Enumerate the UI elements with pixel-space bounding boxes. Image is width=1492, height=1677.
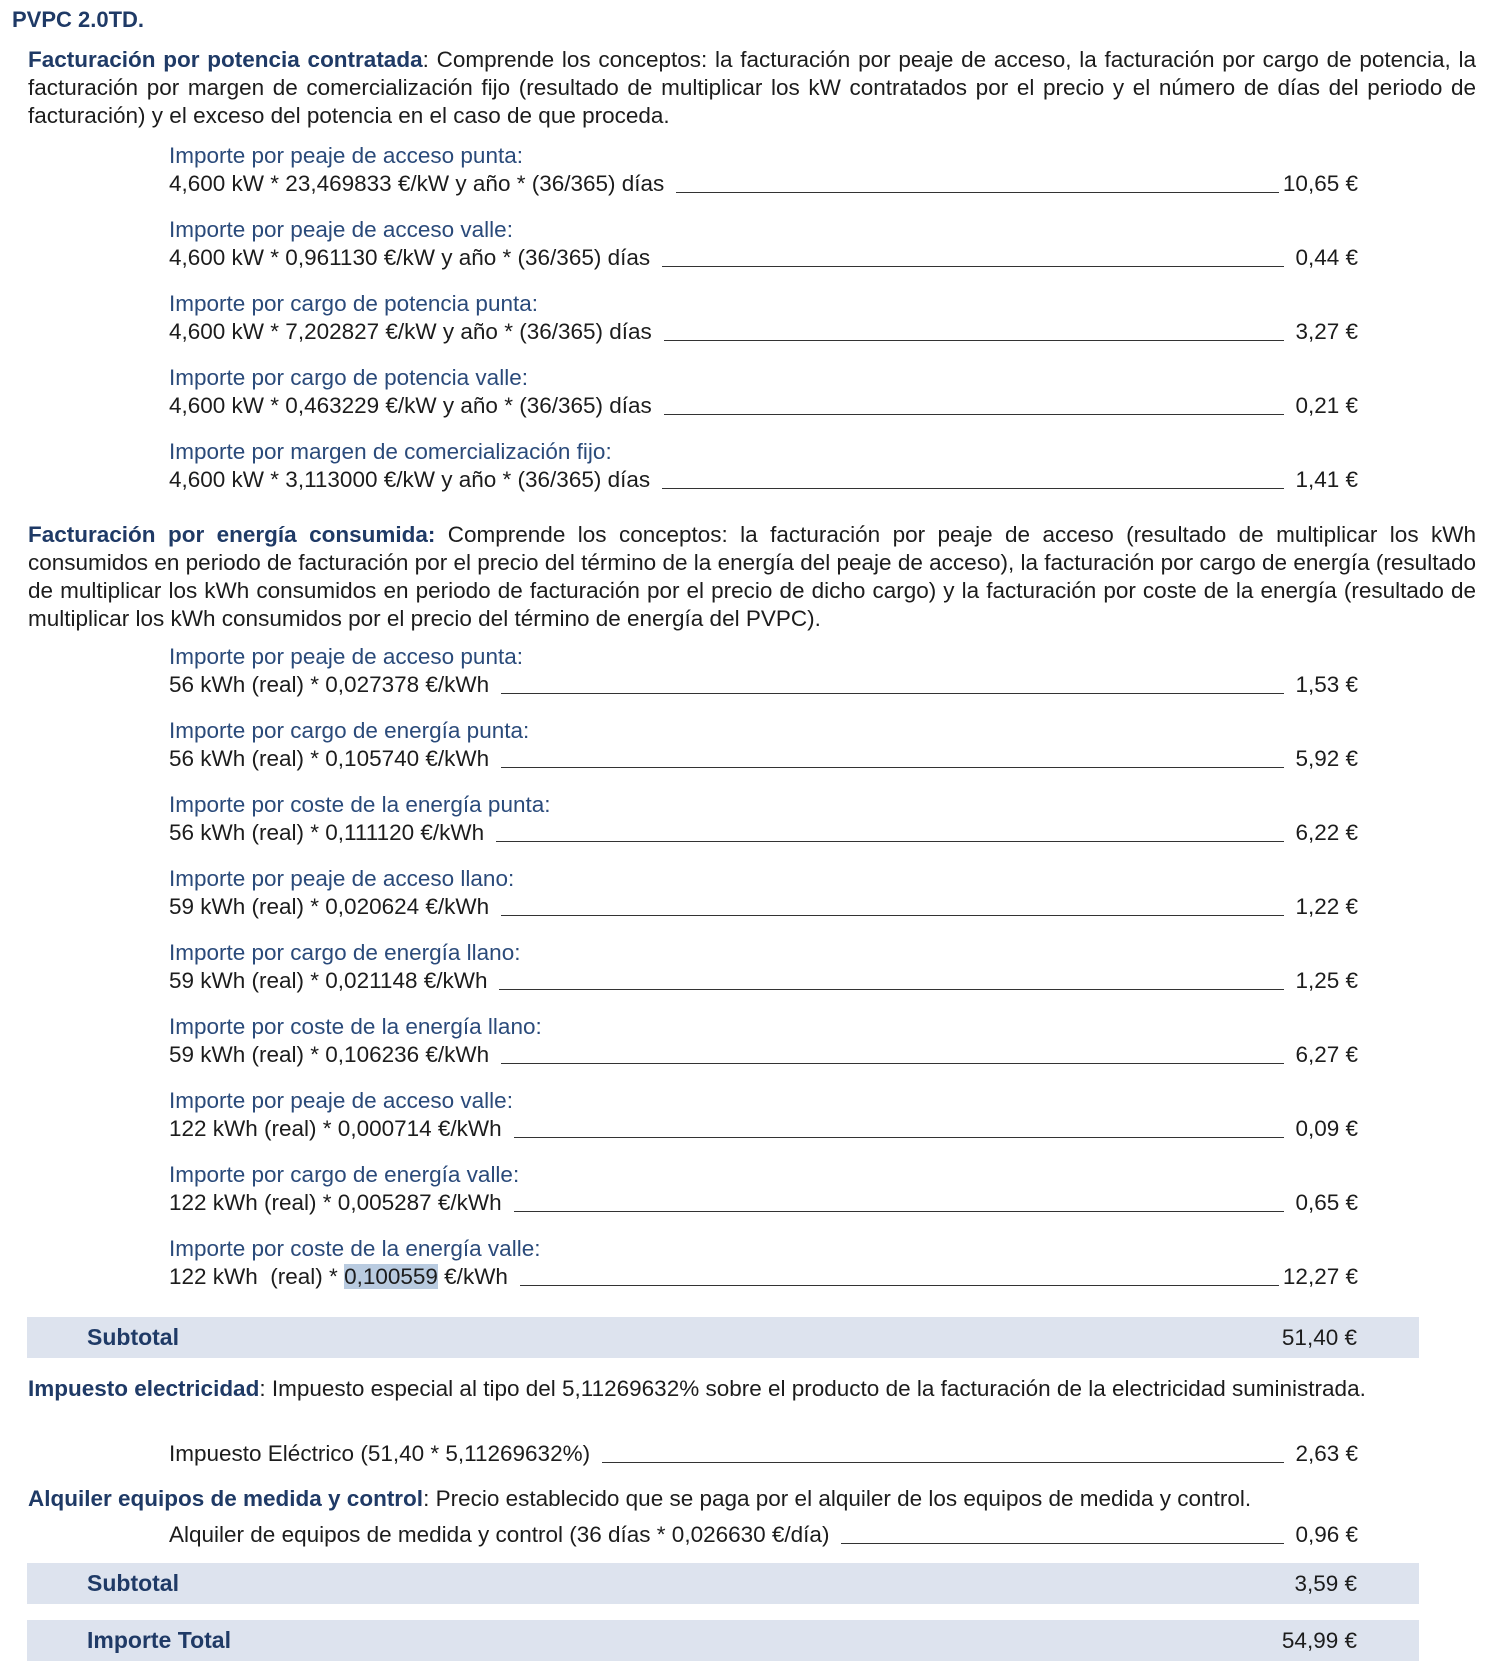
section-impuesto-heading: Impuesto electricidad (28, 1376, 260, 1401)
total-label: Importe Total (87, 1627, 231, 1653)
section-impuesto-text: : Impuesto especial al tipo del 5,11269632% sobre el producto de la facturación de la electricidad suministrada. (259, 1376, 1366, 1401)
leader-line (514, 1210, 1284, 1212)
line-item-label: Importe por cargo de potencia punta: (169, 291, 538, 316)
line-item-label: Importe por peaje de acceso punta: (169, 143, 523, 168)
line-item-amount: 1,25 € (1295, 968, 1358, 993)
line-item-calc: 56 kWh (real) * 0,027378 €/kWh (169, 672, 490, 697)
line-item (169, 290, 1358, 346)
line-item (169, 791, 1358, 847)
line-item-calc: 4,600 kW * 0,463229 €/kW y año * (36/365) días (169, 393, 652, 418)
leader-line (662, 265, 1284, 267)
selected-text-highlight[interactable]: 0,100559 (344, 1264, 438, 1289)
line-item-amount: 0,96 € (1295, 1522, 1358, 1547)
line-item-label: Importe por margen de comercialización fijo: (169, 439, 612, 464)
leader-line (676, 191, 1279, 193)
line-item-label: Importe por cargo de energía punta: (169, 718, 530, 743)
line-item-amount: 1,22 € (1295, 894, 1358, 919)
section-impuesto-description (28, 1375, 1476, 1403)
line-item-amount: 3,27 € (1295, 319, 1358, 344)
line-item-amount: 10,65 € (1282, 171, 1358, 196)
section-alquiler-description (28, 1485, 1476, 1513)
leader-line (662, 487, 1284, 489)
leader-line (602, 1461, 1284, 1463)
line-item-calc: 122 kWh (real) * 0,005287 €/kWh (169, 1190, 502, 1215)
leader-line (501, 1062, 1284, 1064)
line-item-amount: 0,44 € (1295, 245, 1358, 270)
line-item (169, 717, 1358, 773)
line-item-label: Importe por peaje de acceso valle: (169, 217, 513, 242)
line-item-calc: Alquiler de equipos de medida y control (36 días * 0,026630 €/día) (169, 1522, 830, 1547)
line-item-calc: Impuesto Eléctrico (51,40 * 5,11269632%) (169, 1441, 591, 1466)
section-potencia-description (28, 46, 1476, 130)
calc-prefix: 122 kWh (real) * (169, 1264, 345, 1289)
leader-line (496, 840, 1284, 842)
leader-line (514, 1136, 1284, 1138)
line-item-amount: 6,27 € (1295, 1042, 1358, 1067)
leader-line (664, 413, 1284, 415)
leader-line (841, 1542, 1284, 1544)
section-energia-description (28, 521, 1476, 633)
line-item (169, 216, 1358, 272)
line-item (169, 1161, 1358, 1217)
leader-line (501, 692, 1284, 694)
calc-suffix: €/kWh (437, 1264, 508, 1289)
line-item (169, 142, 1358, 198)
line-item (169, 1087, 1358, 1143)
leader-line (501, 766, 1284, 768)
line-item-amount: 0,21 € (1295, 393, 1358, 418)
line-item (169, 1521, 1358, 1549)
section-energia-heading: Facturación por energía consumida: (28, 522, 436, 547)
line-item-calc: 59 kWh (real) * 0,106236 €/kWh (169, 1042, 490, 1067)
line-item-calc: 122 kWh (real) * 0,000714 €/kWh (169, 1116, 502, 1141)
subtotal-amount: 51,40 € (1281, 1324, 1357, 1350)
line-item-amount: 0,65 € (1295, 1190, 1358, 1215)
line-item-calc: 4,600 kW * 23,469833 €/kW y año * (36/365) días (169, 171, 665, 196)
line-item-amount: 2,63 € (1295, 1441, 1358, 1466)
line-item-calc: 56 kWh (real) * 0,105740 €/kWh (169, 746, 490, 771)
subtotal-amount: 3,59 € (1294, 1570, 1357, 1596)
subtotal-label: Subtotal (87, 1570, 179, 1596)
line-item (169, 364, 1358, 420)
line-item (169, 1235, 1358, 1291)
line-item-amount: 5,92 € (1295, 746, 1358, 771)
line-item-calc: 59 kWh (real) * 0,020624 €/kWh (169, 894, 490, 919)
subtotal-label: Subtotal (87, 1324, 179, 1350)
subtotal-bar (27, 1563, 1419, 1604)
line-item-calc: 4,600 kW * 3,113000 €/kW y año * (36/365) días (169, 467, 651, 492)
line-item (169, 1440, 1358, 1468)
line-item-label: Importe por peaje de acceso llano: (169, 866, 515, 891)
line-item-label: Importe por coste de la energía punta: (169, 792, 551, 817)
line-item-calc: 4,600 kW * 7,202827 €/kW y año * (36/365) días (169, 319, 652, 344)
total-amount: 54,99 € (1281, 1627, 1357, 1653)
line-item-label: Importe por cargo de potencia valle: (169, 365, 528, 390)
section-potencia-heading: Facturación por potencia contratada (28, 47, 423, 72)
leader-line (520, 1284, 1279, 1286)
line-item-calc: 56 kWh (real) * 0,111120 €/kWh (169, 820, 485, 845)
line-item (169, 939, 1358, 995)
leader-line (499, 988, 1284, 990)
section-alquiler-text: : Precio establecido que se paga por el alquiler de los equipos de medida y control. (423, 1486, 1252, 1511)
line-item-amount: 12,27 € (1282, 1264, 1358, 1289)
line-item-label: Importe por coste de la energía llano: (169, 1014, 542, 1039)
line-item-amount: 6,22 € (1295, 820, 1358, 845)
line-item-amount: 0,09 € (1295, 1116, 1358, 1141)
line-item-calc: 59 kWh (real) * 0,021148 €/kWh (169, 968, 488, 993)
subtotal-bar (27, 1317, 1419, 1358)
leader-line (664, 339, 1284, 341)
leader-line (501, 914, 1284, 916)
line-item-calc[interactable] (169, 1263, 508, 1291)
line-item-calc: 4,600 kW * 0,961130 €/kW y año * (36/365) días (169, 245, 651, 270)
line-item-label: Importe por peaje de acceso punta: (169, 644, 523, 669)
section-energia-text: Comprende los conceptos: la facturación por peaje de acceso (resultado de multiplicar los kWh consumidos en periodo de facturación por el precio del término de la energía del peaje de acceso), la facturación por cargo de energía (resultado de multiplicar los kWh consumidos en periodo de facturación por el precio de dicho cargo) y la facturación por coste de la energía (resultado de multiplicar los kWh consumidos por el precio del término de energía del PVPC). (28, 522, 1476, 631)
line-item-label: Importe por cargo de energía llano: (169, 940, 521, 965)
section-alquiler-heading: Alquiler equipos de medida y control (28, 1486, 424, 1511)
total-bar (27, 1620, 1419, 1661)
line-item-label: Importe por coste de la energía valle: (169, 1236, 541, 1261)
document-title: PVPC 2.0TD. (12, 7, 145, 32)
section-potencia-text: : Comprende los conceptos: la facturación por peaje de acceso, la facturación por cargo de potencia, la facturación por margen de comercialización fijo (resultado de multiplicar los kW contratados por el precio y el número de días del periodo de facturación) y el exceso del potencia en el caso de que proceda. (28, 47, 1476, 128)
line-item (169, 1013, 1358, 1069)
line-item (169, 438, 1358, 494)
line-item-amount: 1,41 € (1295, 467, 1358, 492)
line-item-label: Importe por peaje de acceso valle: (169, 1088, 513, 1113)
line-item (169, 865, 1358, 921)
line-item-label: Importe por cargo de energía valle: (169, 1162, 520, 1187)
line-item (169, 643, 1358, 699)
line-item-amount: 1,53 € (1295, 672, 1358, 697)
